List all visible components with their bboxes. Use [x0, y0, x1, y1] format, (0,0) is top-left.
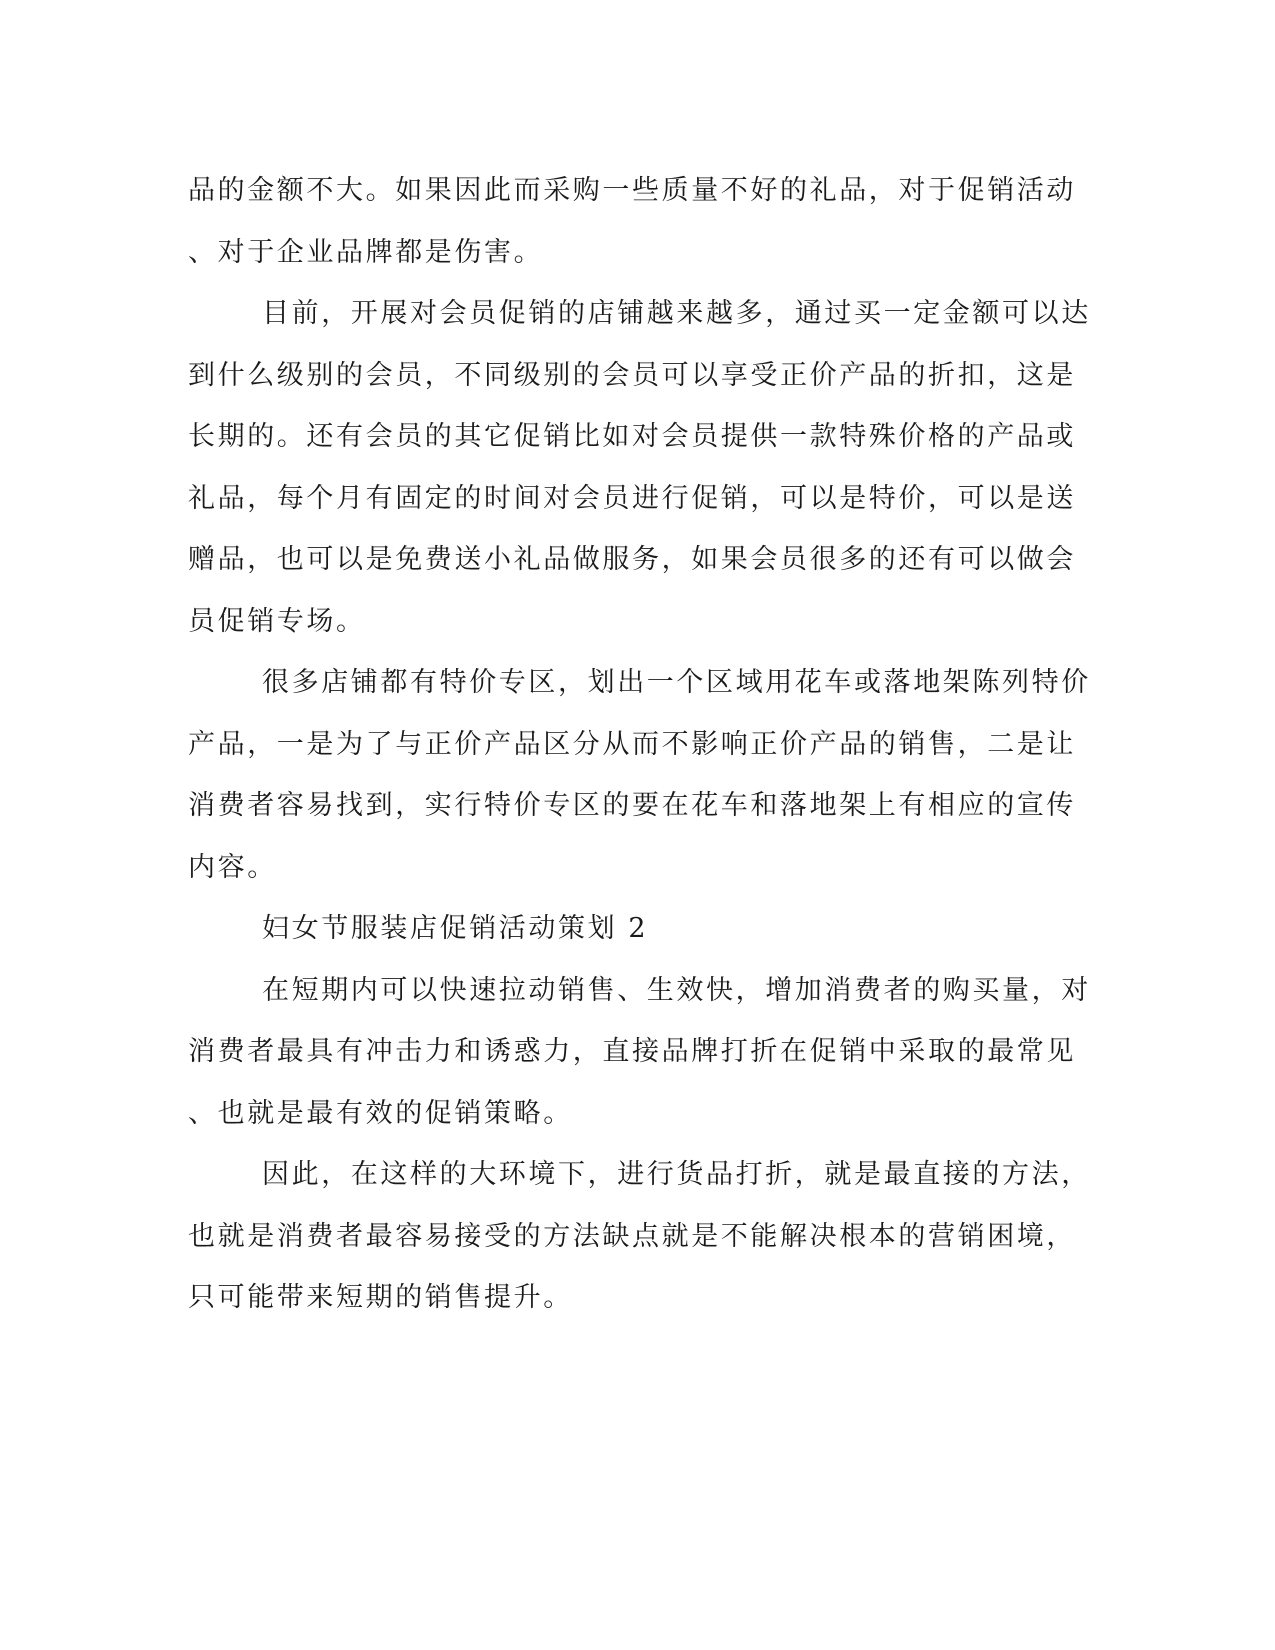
document-body: [188, 160, 1091, 1329]
paragraph-5: [188, 1144, 1091, 1329]
section-heading: [188, 898, 1078, 960]
text-line: 品的金额不大。如果因此而采购一些质量不好的礼品，对于促销活动: [188, 175, 1076, 206]
text-line: 长期的。还有会员的其它促销比如对会员提供一款特殊价格的产品或: [188, 421, 1076, 452]
text-line: 赠品，也可以是免费送小礼品做服务，如果会员很多的还有可以做会: [188, 544, 1076, 575]
text-line: 到什么级别的会员，不同级别的会员可以享受正价产品的折扣，这是: [188, 359, 1076, 391]
heading-line: 妇女节服装店促销活动策划 2: [262, 913, 649, 944]
text-line: 、对于企业品牌都是伤害。: [188, 236, 544, 268]
text-line: 很多店铺都有特价专区，划出一个区域用花车或落地架陈列特价: [262, 667, 1091, 698]
text-line: 因此，在这样的大环境下，进行货品打折，就是最直接的方法，: [262, 1159, 1091, 1190]
text-line: 礼品，每个月有固定的时间对会员进行促销，可以是特价，可以是送: [188, 482, 1076, 514]
text-line: 内容。: [188, 851, 277, 883]
text-line: 员促销专场。: [188, 605, 366, 637]
text-line: 、也就是最有效的促销策略。: [188, 1097, 573, 1129]
paragraph-2: [188, 283, 1091, 652]
paragraph-1: [188, 160, 1078, 283]
text-line: 产品，一是为了与正价产品区分从而不影响正价产品的销售，二是让: [188, 728, 1076, 760]
text-line: 只可能带来短期的销售提升。: [188, 1282, 573, 1313]
text-line: 目前，开展对会员促销的店铺越来越多，通过买一定金额可以达: [262, 298, 1091, 329]
text-line: 消费者最具有冲击力和诱惑力，直接品牌打折在促销中采取的最常见: [188, 1036, 1076, 1067]
text-line: 在短期内可以快速拉动销售、生效快，增加消费者的购买量，对: [262, 974, 1091, 1006]
text-line: 也就是消费者最容易接受的方法缺点就是不能解决根本的营销困境，: [188, 1220, 1076, 1252]
paragraph-4: [188, 960, 1091, 1145]
paragraph-3: [188, 652, 1091, 898]
text-line: 消费者容易找到，实行特价专区的要在花车和落地架上有相应的宣传: [188, 790, 1076, 821]
